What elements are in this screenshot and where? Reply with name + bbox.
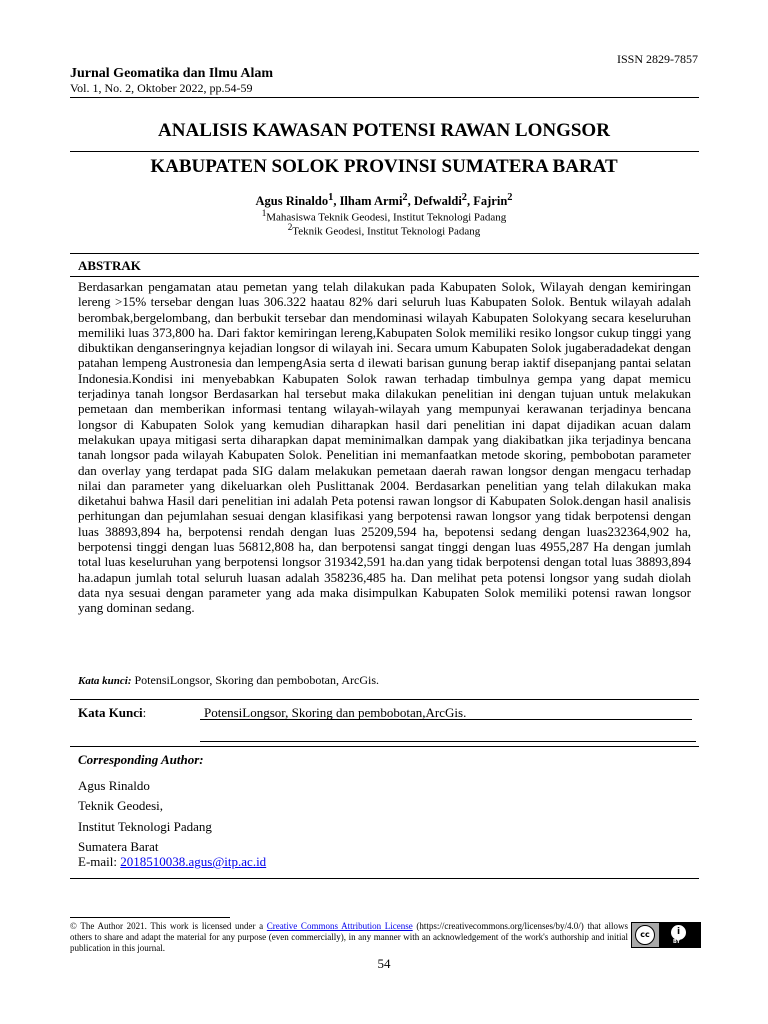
corresponding-location: Sumatera Barat [78, 839, 159, 854]
author-name: , Fajrin [467, 194, 508, 209]
corresponding-name: Agus Rinaldo [78, 778, 150, 793]
keywords-inline-label: Kata kunci: [78, 675, 132, 687]
corresponding-heading: Corresponding Author: [78, 752, 204, 767]
author-sup: 2 [461, 192, 467, 203]
affiliation-text: Mahasiswa Teknik Geodesi, Institut Teknologi Padang [266, 211, 507, 224]
keywords-box-value: PotensiLongsor, Skoring dan pembobotan,ArcGis. [204, 705, 467, 720]
keywords-box-divider [70, 699, 699, 700]
keywords-inline [78, 673, 379, 688]
keywords-label-text: Kata Kunci [78, 705, 143, 720]
footnote-divider [70, 917, 230, 918]
corresponding-department: Teknik Geodesi, [78, 798, 164, 813]
keywords-box-label [78, 705, 146, 721]
page-number: 54 [377, 956, 391, 971]
by-area [659, 923, 700, 947]
affiliation-sup: 2 [287, 222, 293, 232]
keywords-underline-2 [200, 741, 696, 742]
by-text: BY [673, 939, 681, 945]
cc-icon: cc [635, 925, 655, 945]
corresponding-bottom-divider [70, 878, 699, 879]
author-name: , Defwaldi [407, 194, 462, 209]
issn: ISSN 2829-7857 [616, 52, 698, 66]
abstract-heading: ABSTRAK [78, 258, 141, 273]
license-notice [70, 921, 628, 954]
email-link[interactable]: 2018510038.agus@itp.ac.id [120, 854, 267, 869]
header-divider [70, 97, 699, 98]
journal-name: Jurnal Geomatika dan Ilmu Alam [70, 66, 274, 81]
corresponding-divider [70, 746, 699, 747]
author-name: Agus Rinaldo [255, 194, 329, 209]
author-sup: 1 [328, 192, 334, 203]
corresponding-email [78, 854, 266, 870]
author-list [0, 192, 768, 209]
affiliation-text: Teknik Geodesi, Institut Teknologi Padang [292, 225, 481, 238]
license-link[interactable]: Creative Commons Attribution License [266, 921, 413, 931]
creative-commons-by-badge-icon[interactable] [631, 922, 701, 948]
attribution-icon: i [671, 925, 686, 940]
email-label: E-mail: [78, 854, 121, 869]
keywords-colon: : [142, 705, 147, 720]
paper-title-line1: ANALISIS KAWASAN POTENSI RAWAN LONGSOR [158, 120, 610, 141]
keywords-inline-value: PotensiLongsor, Skoring dan pembobotan, ArcGis. [131, 673, 379, 687]
journal-volume: Vol. 1, No. 2, Oktober 2022, pp.54-59 [70, 81, 253, 95]
author-sup: 2 [507, 192, 513, 203]
title-divider [70, 151, 699, 152]
author-name: , Ilham Armi [333, 194, 403, 209]
abstract-top-divider [70, 253, 699, 254]
license-pre: © The Author 2021. This work is licensed under a [70, 921, 267, 931]
author-sup: 2 [402, 192, 408, 203]
keywords-underline [200, 719, 692, 720]
affiliation-sup: 1 [261, 208, 267, 218]
corresponding-institution: Institut Teknologi Padang [78, 819, 212, 834]
affiliation-2 [0, 222, 768, 238]
abstract-heading-divider [70, 276, 699, 277]
abstract-body: Berdasarkan pengamatan atau pemetan yang telah dilakukan pada Kabupaten Solok, Wilayah dengan kemiringan lereng >15% tersebar dengan luas 306.322 haatau 82% dari seluruh luas Kabupaten Solok. Bentuk wilayah adalah berombak,bergelombang, dan berbukit tersebar dan mendominasi wilayah Kabupaten Solokyang secara keseluruhan memiliki luas 373,800 ha. Dari faktor kemiringan lereng,Kabupaten Solok memiliki resiko longsor cukup tinggi yang dibuktikan denganseringnya kejadian longsor di wilayah ini. Secara umum Kabupaten Solok jugaberadadekat dengan patahan lempeng Austronesia dan lempengAsia serta d ilewati barisan gunung berap iaktif disepanjang pantai selatan Indonesia.Kondisi ini menyebabkan Kabupaten Solok rawan terhadap timbulnya gempa yang dapat memicu terjadinya tanah longsor Berdasarkan hal tersebut maka dilakukan penelitian ini dengan tujuan untuk melakukan pemetaan dan memberikan informasi tentang wilayah-wilayah yang mempunyai kerawanan terjadinya bencana longsor di Kabupaten Solok yang kemudian diharapkan hasil dari penelitian ini dapat dijadikan acuan dalam melakukan upaya mitigasi serta diharapkan dapat meminimalkan dampak yang diakibatkan jika terjadinya bencana tanah longsor pada wilayah Kabupaten Solok. Penelitian ini memanfaatkan metode skoring, pembobotan parameter dan overlay yang terdapat pada SIG dalam melakukan pemetaan daerah rawan longsor dengan mengacu terhadap nilai dan parameter yang dikeluarkan oleh Puslittanak 2004. Berdasarkan penelitian yang telah dilakukan maka diketahui bahwa Hasil dari penelitian ini adalah Peta potensi rawan longsor di Kabupaten Solok.dengan hasil analisis perhitungan dan pejumlahan sesuai dengan klasifikasi yang berpotensi rawan longsor yang tidak berpotensi dengan luas 38893,894 ha, berpotensi rendah dengan luas 25209,594 ha, bepotensi sedang dengan luas232364,902 ha, berpotensi tinggi dengan luas 56812,808 ha, dan berpotensi sangat tinggi dengan luas 4955,287 Ha dengan jumlah total luas keseluruhan yang berpotensi longsor 319342,591 ha.dan yang tidak berpotensi dengan total luas 38893,894 ha.adapun jumlah total seluruh luasan adalah 358236,485 ha. Dan melihat peta potensi longsor yang sudah diolah data nya sesuai dengan parameter yang ada maka disimpulkan Kabupaten Solok memiliki potensi rawan longsor yang dominan sedang. [78, 279, 691, 616]
paper-title-line2: KABUPATEN SOLOK PROVINSI SUMATERA BARAT [150, 156, 618, 177]
license-post: (https://creativecommons.org/licenses/by/4.0/) that allows others to share and adapt the material for any purpose (even commercially), in any manner with an acknowledgement of the work's authorship and initial publication in this journal. [70, 921, 629, 953]
